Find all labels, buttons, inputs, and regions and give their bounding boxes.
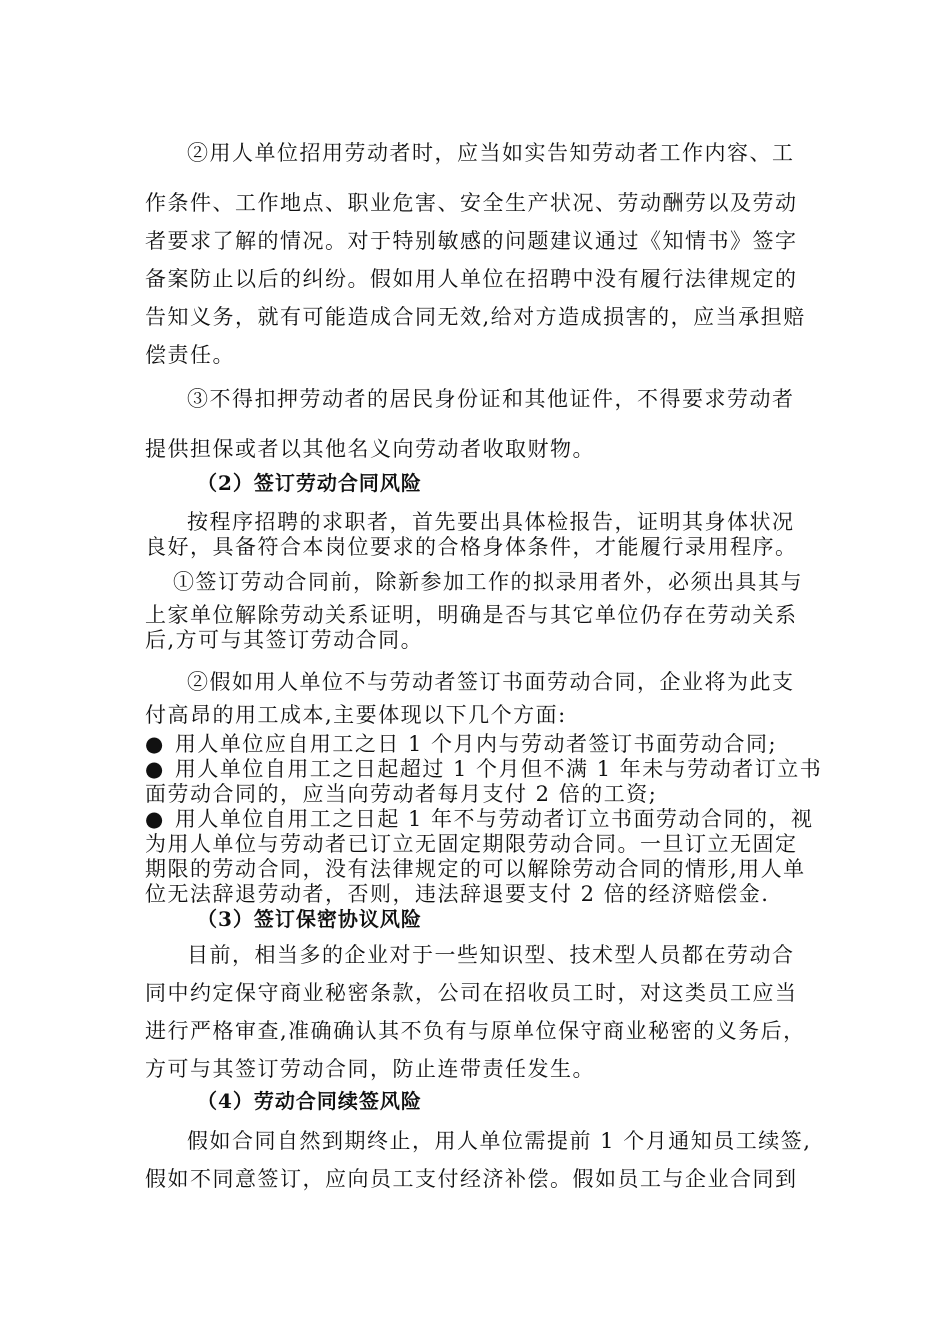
text-line: 期限的劳动合同，没有法律规定的可以解除劳动合同的情形,用人单 — [145, 857, 806, 881]
text-line — [145, 757, 823, 782]
text-line: 进行严格审查,准确确认其不负有与原单位保守商业秘密的义务后， — [145, 1019, 806, 1043]
bullet-text: 用人单位应自用工之日 1 个月内与劳动者签订书面劳动合同; — [174, 732, 778, 756]
bullet-list — [145, 732, 823, 907]
bullet-dot-icon: ● — [145, 732, 165, 756]
heading-text: （4）劳动合同续签风险 — [197, 1089, 422, 1113]
text-line: 良好，具备符合本岗位要求的合格身体条件，才能履行录用程序。 — [145, 535, 798, 559]
bullet-text: 用人单位自用工之日起 1 年不与劳动者订立书面劳动合同的，视 — [174, 807, 814, 831]
text-line: 后,方可与其签订劳动合同。 — [145, 628, 424, 652]
text-line: 告知义务，就有可能造成合同无效,给对方造成损害的，应当承担赔 — [145, 305, 806, 329]
paragraph-inform-obligation — [145, 134, 815, 374]
paragraph-no-detain-documents — [145, 380, 815, 468]
bullet-dot-icon: ● — [145, 807, 165, 831]
bullet-text: 用人单位自用工之日起超过 1 个月但不满 1 年未与劳动者订立书 — [174, 757, 823, 781]
text-line: ①签订劳动合同前，除新参加工作的拟录用者外，必须出具其与 — [173, 570, 803, 594]
section-heading-renewal-risk — [145, 1084, 815, 1120]
section-heading-confidentiality-risk — [145, 902, 815, 938]
text-line: 偿责任。 — [145, 343, 235, 367]
text-line: 方可与其签订劳动合同，防止连带责任发生。 — [145, 1057, 595, 1081]
heading-text: （2）签订劳动合同风险 — [197, 471, 422, 495]
text-line: 假如不同意签订，应向员工支付经济补偿。假如员工与企业合同到 — [145, 1167, 798, 1191]
list-item — [145, 807, 815, 907]
list-item — [145, 757, 823, 807]
paragraph-medical-report — [145, 510, 815, 560]
bullet-dot-icon: ● — [145, 757, 165, 781]
text-line: 同中约定保守商业秘密条款，公司在招收员工时，对这类员工应当 — [145, 981, 798, 1005]
paragraph-trade-secrets — [145, 936, 815, 1088]
text-line: 者要求了解的情况。对于特别敏感的问题建议通过《知情书》签字 — [145, 229, 798, 253]
text-line: 目前，相当多的企业对于一些知识型、技术型人员都在劳动合 — [187, 943, 795, 967]
text-line — [145, 732, 815, 757]
text-line: 付高昂的用工成本,主要体现以下几个方面: — [145, 703, 567, 727]
text-line — [145, 807, 815, 832]
text-line: 上家单位解除劳动关系证明，明确是否与其它单位仍存在劳动关系 — [145, 603, 798, 627]
text-line: 面劳动合同的，应当向劳动者每月支付 2 倍的工资; — [145, 782, 658, 806]
text-line: 假如合同自然到期终止，用人单位需提前 1 个月通知员工续签, — [187, 1129, 812, 1153]
text-line: 按程序招聘的求职者，首先要出具体检报告，证明其身体状况 — [187, 510, 795, 534]
text-line: 提供担保或者以其他名义向劳动者收取财物。 — [145, 437, 595, 461]
paragraph-renewal-notice — [145, 1122, 815, 1198]
text-line: 备案防止以后的纠纷。假如用人单位在招聘中没有履行法律规定的 — [145, 267, 798, 291]
heading-text: （3）签订保密协议风险 — [197, 907, 422, 931]
text-line: 位无法辞退劳动者，否则，违法辞退要支付 2 倍的经济赔偿金. — [145, 882, 770, 906]
paragraph-termination-proof — [145, 570, 815, 653]
text-line: ②用人单位招用劳动者时，应当如实告知劳动者工作内容、工 — [187, 141, 795, 165]
text-line: ②假如用人单位不与劳动者签订书面劳动合同，企业将为此支 — [187, 670, 795, 694]
text-line: 作条件、工作地点、职业危害、安全生产状况、劳动酬劳以及劳动 — [145, 191, 798, 215]
text-line: ③不得扣押劳动者的居民身份证和其他证件，不得要求劳动者 — [187, 387, 795, 411]
paragraph-written-contract — [145, 670, 815, 728]
list-item — [145, 732, 815, 757]
section-heading-contract-risk — [145, 466, 815, 502]
text-line: 为用人单位与劳动者已订立无固定期限劳动合同。一旦订立无固定 — [145, 832, 798, 856]
